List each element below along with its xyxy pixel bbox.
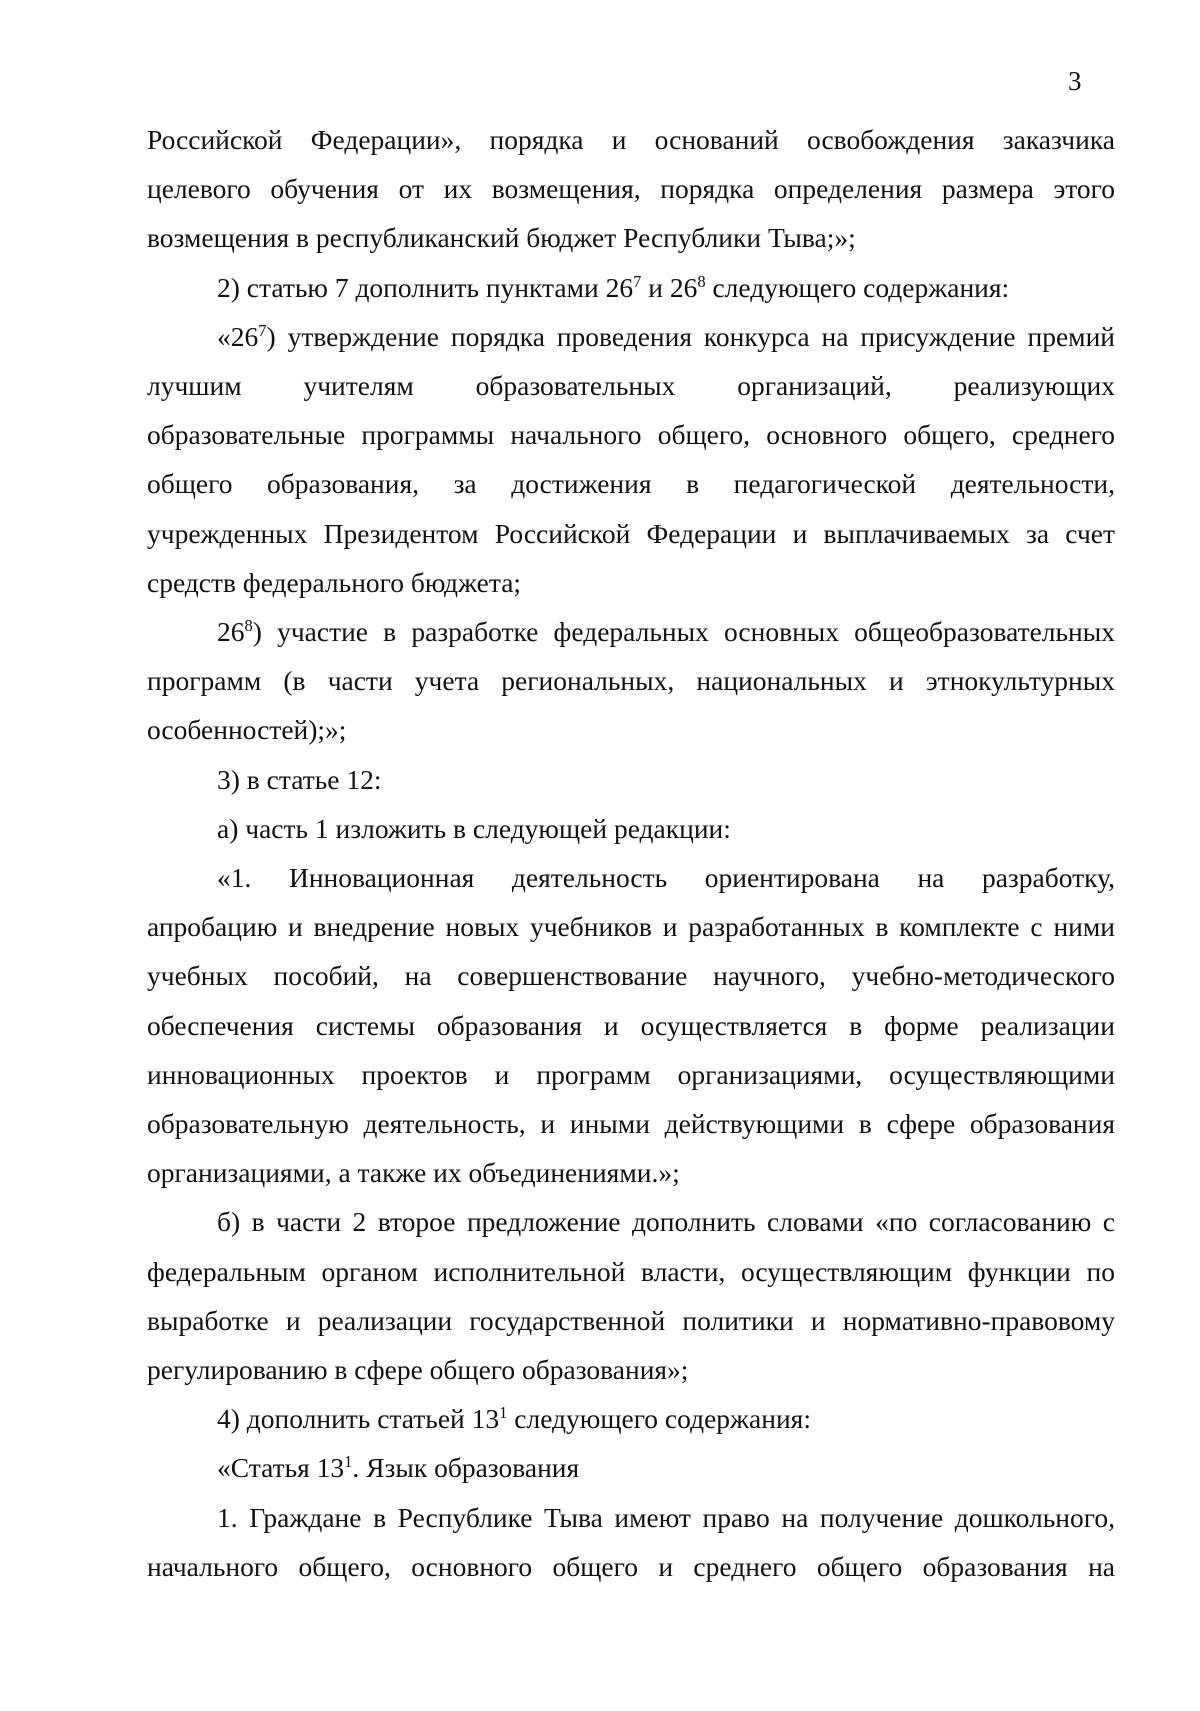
text-line: инновационных проектов и программ организациями, осуществляющими: [147, 1058, 1115, 1090]
text-line: программ (в части учета региональных, национальных и этнокультурных: [147, 665, 1115, 697]
text-fragment: ) утверждение порядка проведения конкурса на присуждение премий: [266, 320, 1115, 352]
text-line: возмещения в республиканский бюджет Республики Тыва;»;: [147, 222, 856, 254]
text-line: выработке и реализации государственной политики и нормативно-правовому: [147, 1304, 1115, 1336]
amendment-item-4: [147, 1394, 1115, 1443]
text-fragment: ) участие в разработке федеральных основных общеобразовательных: [252, 616, 1115, 648]
text-line: апробацию и внедрение новых учебников и разработанных в комплекте с ними: [147, 911, 1115, 943]
superscript: 7: [258, 320, 267, 340]
text-line: учрежденных Президентом Российской Федерации и выплачиваемых за счет: [147, 517, 1115, 549]
text-line: Российской Федерации», порядка и оснований освобождения заказчика: [147, 124, 1115, 155]
text-fragment: «Статья 13: [217, 1452, 345, 1484]
subitem-b: б) в части 2 второе предложение дополнить словами «по согласованию с: [217, 1206, 1115, 1238]
text-line: лучшим учителям образовательных организаций, реализующих: [147, 370, 1115, 402]
clause-1-innovation: «1. Инновационная деятельность ориентирована на разработку,: [217, 862, 1115, 894]
document-body: [147, 115, 1115, 1591]
text-line: учебных пособий, на совершенствование научного, учебно-методического: [147, 960, 1115, 992]
clause-26-8: [147, 607, 1115, 656]
text-fragment: . Язык образования: [352, 1452, 580, 1484]
superscript: 8: [244, 615, 253, 635]
subitem-a: а) часть 1 изложить в следующей редакции:: [217, 812, 731, 844]
superscript: 8: [697, 271, 706, 291]
superscript: 7: [633, 271, 642, 291]
article-clause-1: 1. Граждане в Республике Тыва имеют право на получение дошкольного,: [217, 1501, 1115, 1533]
text-fragment: следующего содержания:: [507, 1403, 811, 1435]
text-line: целевого обучения от их возмещения, порядка определения размера этого: [147, 173, 1115, 205]
text-fragment: 4) дополнить статьей 13: [217, 1403, 500, 1435]
text-line: начального общего, основного общего и среднего общего образования на: [147, 1550, 1115, 1582]
text-fragment: 26: [217, 616, 245, 648]
text-line: общего образования, за достижения в педагогической деятельности,: [147, 468, 1115, 500]
page-number: 3: [1068, 66, 1082, 96]
article-heading: [147, 1443, 1115, 1492]
superscript: 1: [499, 1403, 508, 1423]
text-fragment: 2) статью 7 дополнить пунктами 26: [217, 271, 634, 303]
text-line: обеспечения системы образования и осуществляется в форме реализации: [147, 1009, 1115, 1041]
text-line: особенностей);»;: [147, 714, 347, 746]
text-line: регулированию в сфере общего образования»;: [147, 1354, 689, 1386]
text-line: образовательную деятельность, и иными действующими в сфере образования: [147, 1108, 1115, 1140]
clause-26-7: [147, 312, 1115, 361]
text-fragment: «26: [217, 320, 259, 352]
text-fragment: следующего содержания:: [705, 271, 1010, 303]
amendment-item-2: [147, 263, 1115, 312]
superscript: 1: [344, 1452, 353, 1472]
text-line: федеральным органом исполнительной власти, осуществляющим функции по: [147, 1255, 1115, 1287]
text-line: образовательные программы начального общего, основного общего, среднего: [147, 419, 1115, 451]
text-line: организациями, а также их объединениями.»;: [147, 1157, 680, 1189]
text-fragment: и 26: [641, 271, 698, 303]
amendment-item-3: 3) в статье 12:: [217, 763, 382, 795]
text-line: средств федерального бюджета;: [147, 566, 522, 598]
